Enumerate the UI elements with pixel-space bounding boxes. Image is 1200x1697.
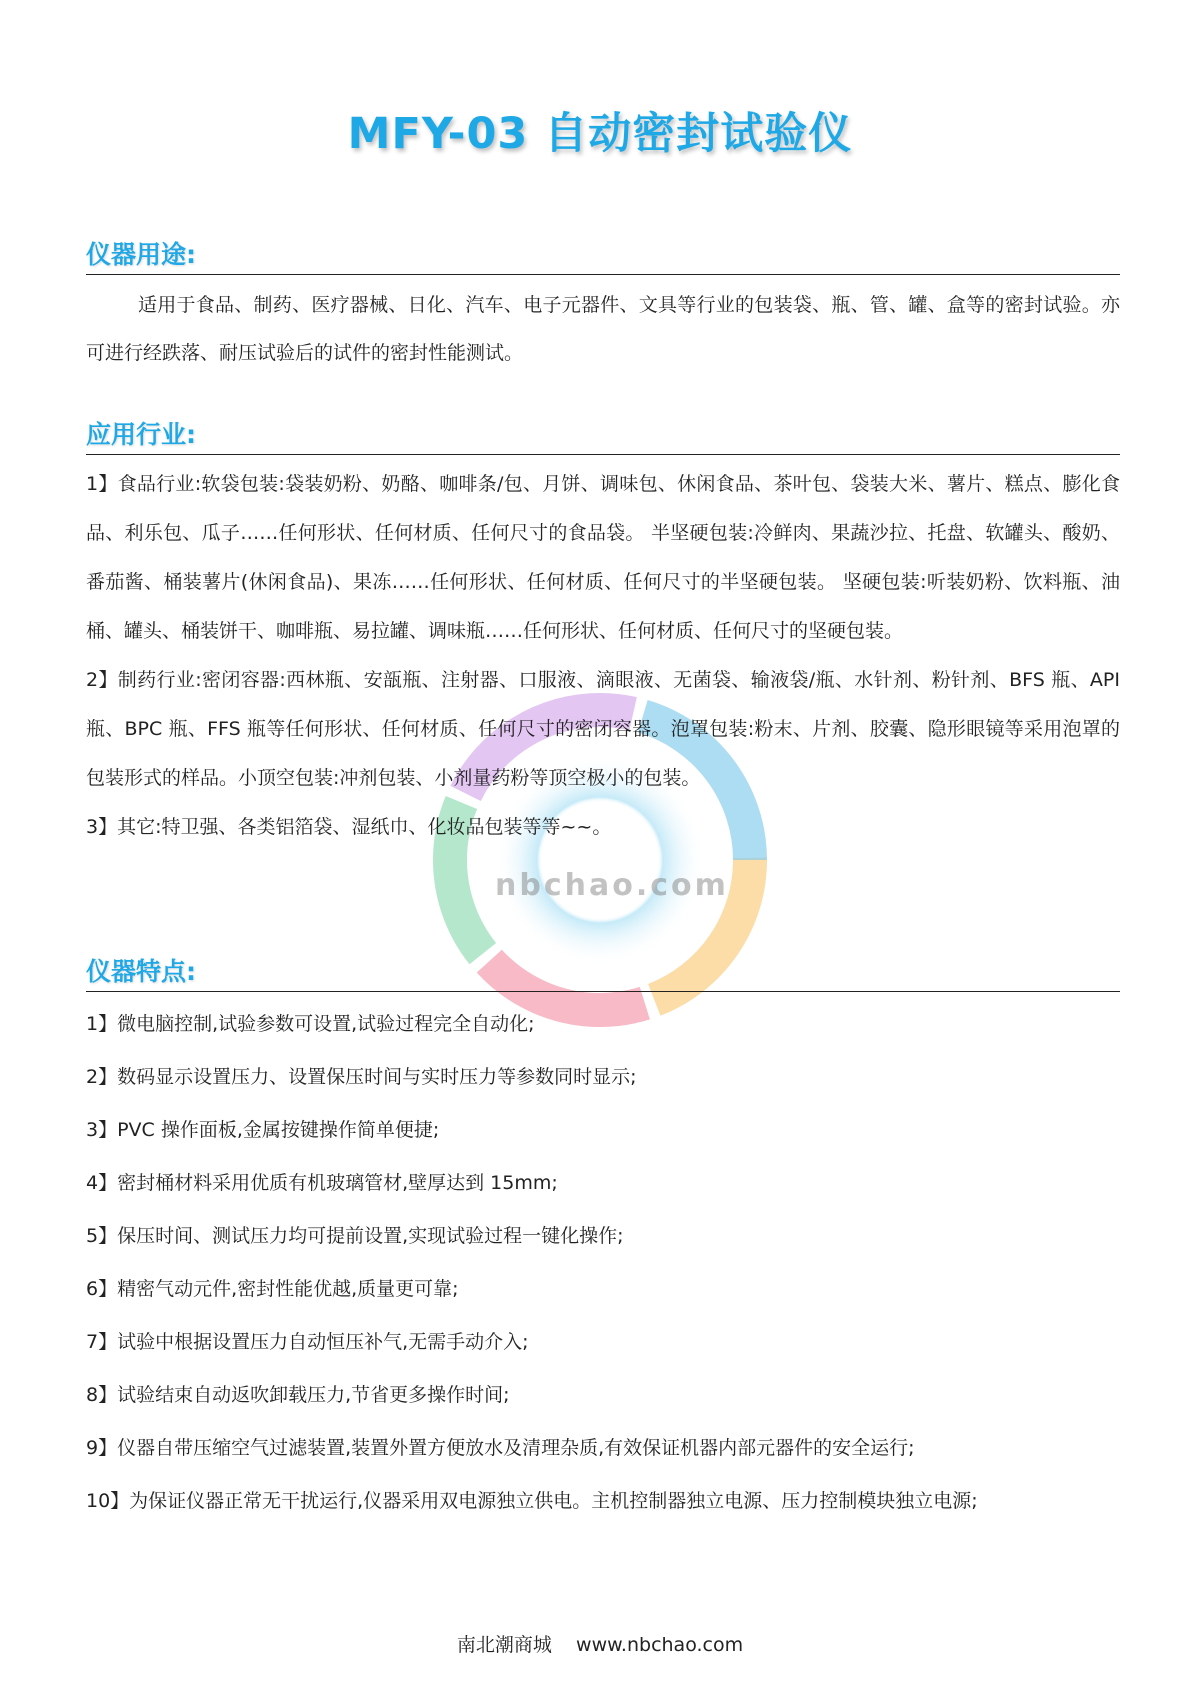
list-item: 2】数码显示设置压力、设置保压时间与实时压力等参数同时显示; [86, 1066, 637, 1088]
watermark-text: nbchao.com [495, 868, 729, 903]
list-item: 3】其它:特卫强、各类铝箔袋、湿纸巾、化妆品包装等等~~。 [86, 816, 612, 838]
section-purpose [86, 238, 1120, 377]
list-item: 9】仪器自带压缩空气过滤装置,装置外置方便放水及清理杂质,有效保证机器内部元器件的安全运行; [86, 1437, 915, 1459]
list-item: 5】保压时间、测试压力均可提前设置,实现试验过程一键化操作; [86, 1225, 624, 1247]
page-title: MFY-03 自动密封试验仪 [347, 109, 853, 159]
list-item: 4】密封桶材料采用优质有机玻璃管材,壁厚达到 15mm; [86, 1172, 558, 1194]
industry-list [86, 460, 1120, 852]
page-footer: 南北潮商城 www.nbchao.com [456, 1634, 744, 1656]
list-item: 8】试验结束自动返吹卸载压力,节省更多操作时间; [86, 1384, 510, 1406]
section-heading-industry: 应用行业: [86, 418, 1120, 455]
list-item: 6】精密气动元件,密封性能优越,质量更可靠; [86, 1278, 459, 1300]
section-industry [86, 418, 1120, 852]
section-heading-features: 仪器特点: [86, 955, 1120, 992]
section-heading-purpose: 仪器用途: [86, 238, 1120, 275]
section-features [86, 955, 1120, 1528]
list-item: 7】试验中根据设置压力自动恒压补气,无需手动介入; [86, 1331, 529, 1353]
list-item: 1】微电脑控制,试验参数可设置,试验过程完全自动化; [86, 1013, 535, 1035]
list-item: 2】制药行业:密闭容器:西林瓶、安瓿瓶、注射器、口服液、滴眼液、无菌袋、输液袋/瓶、水针剂、粉针剂、BFS 瓶、API 瓶、BPC 瓶、FFS 瓶等任何形状、任何材质、任何尺寸的密闭容器。泡罩包装:粉末、片剂、胶囊、隐形眼镜等采用泡罩的包装形式的样品。小顶空包装:冲剂包装、小剂量药粉等顶空极小的包装。 [86, 669, 1120, 789]
list-item: 10】为保证仪器正常无干扰运行,仪器采用双电源独立供电。主机控制器独立电源、压力控制模块独立电源; [86, 1490, 978, 1512]
list-item: 1】食品行业:软袋包装:袋装奶粉、奶酪、咖啡条/包、月饼、调味包、休闲食品、茶叶包、袋装大米、薯片、糕点、膨化食品、利乐包、瓜子……任何形状、任何材质、任何尺寸的食品袋。 半坚硬包装:冷鲜肉、果蔬沙拉、托盘、软罐头、酸奶、番茄酱、桶装薯片(休闲食品)、果冻……任何形状、任何材质、任何尺寸的半坚硬包装。 坚硬包装:听装奶粉、饮料瓶、油桶、罐头、桶装饼干、咖啡瓶、易拉罐、调味瓶……任何形状、任何材质、任何尺寸的坚硬包装。 [86, 473, 1120, 642]
features-list [86, 998, 1120, 1528]
purpose-text: 适用于食品、制药、医疗器械、日化、汽车、电子元器件、文具等行业的包装袋、瓶、管、罐、盒等的密封试验。亦可进行经跌落、耐压试验后的试件的密封性能测试。 [86, 294, 1120, 364]
list-item: 3】PVC 操作面板,金属按键操作简单便捷; [86, 1119, 440, 1141]
